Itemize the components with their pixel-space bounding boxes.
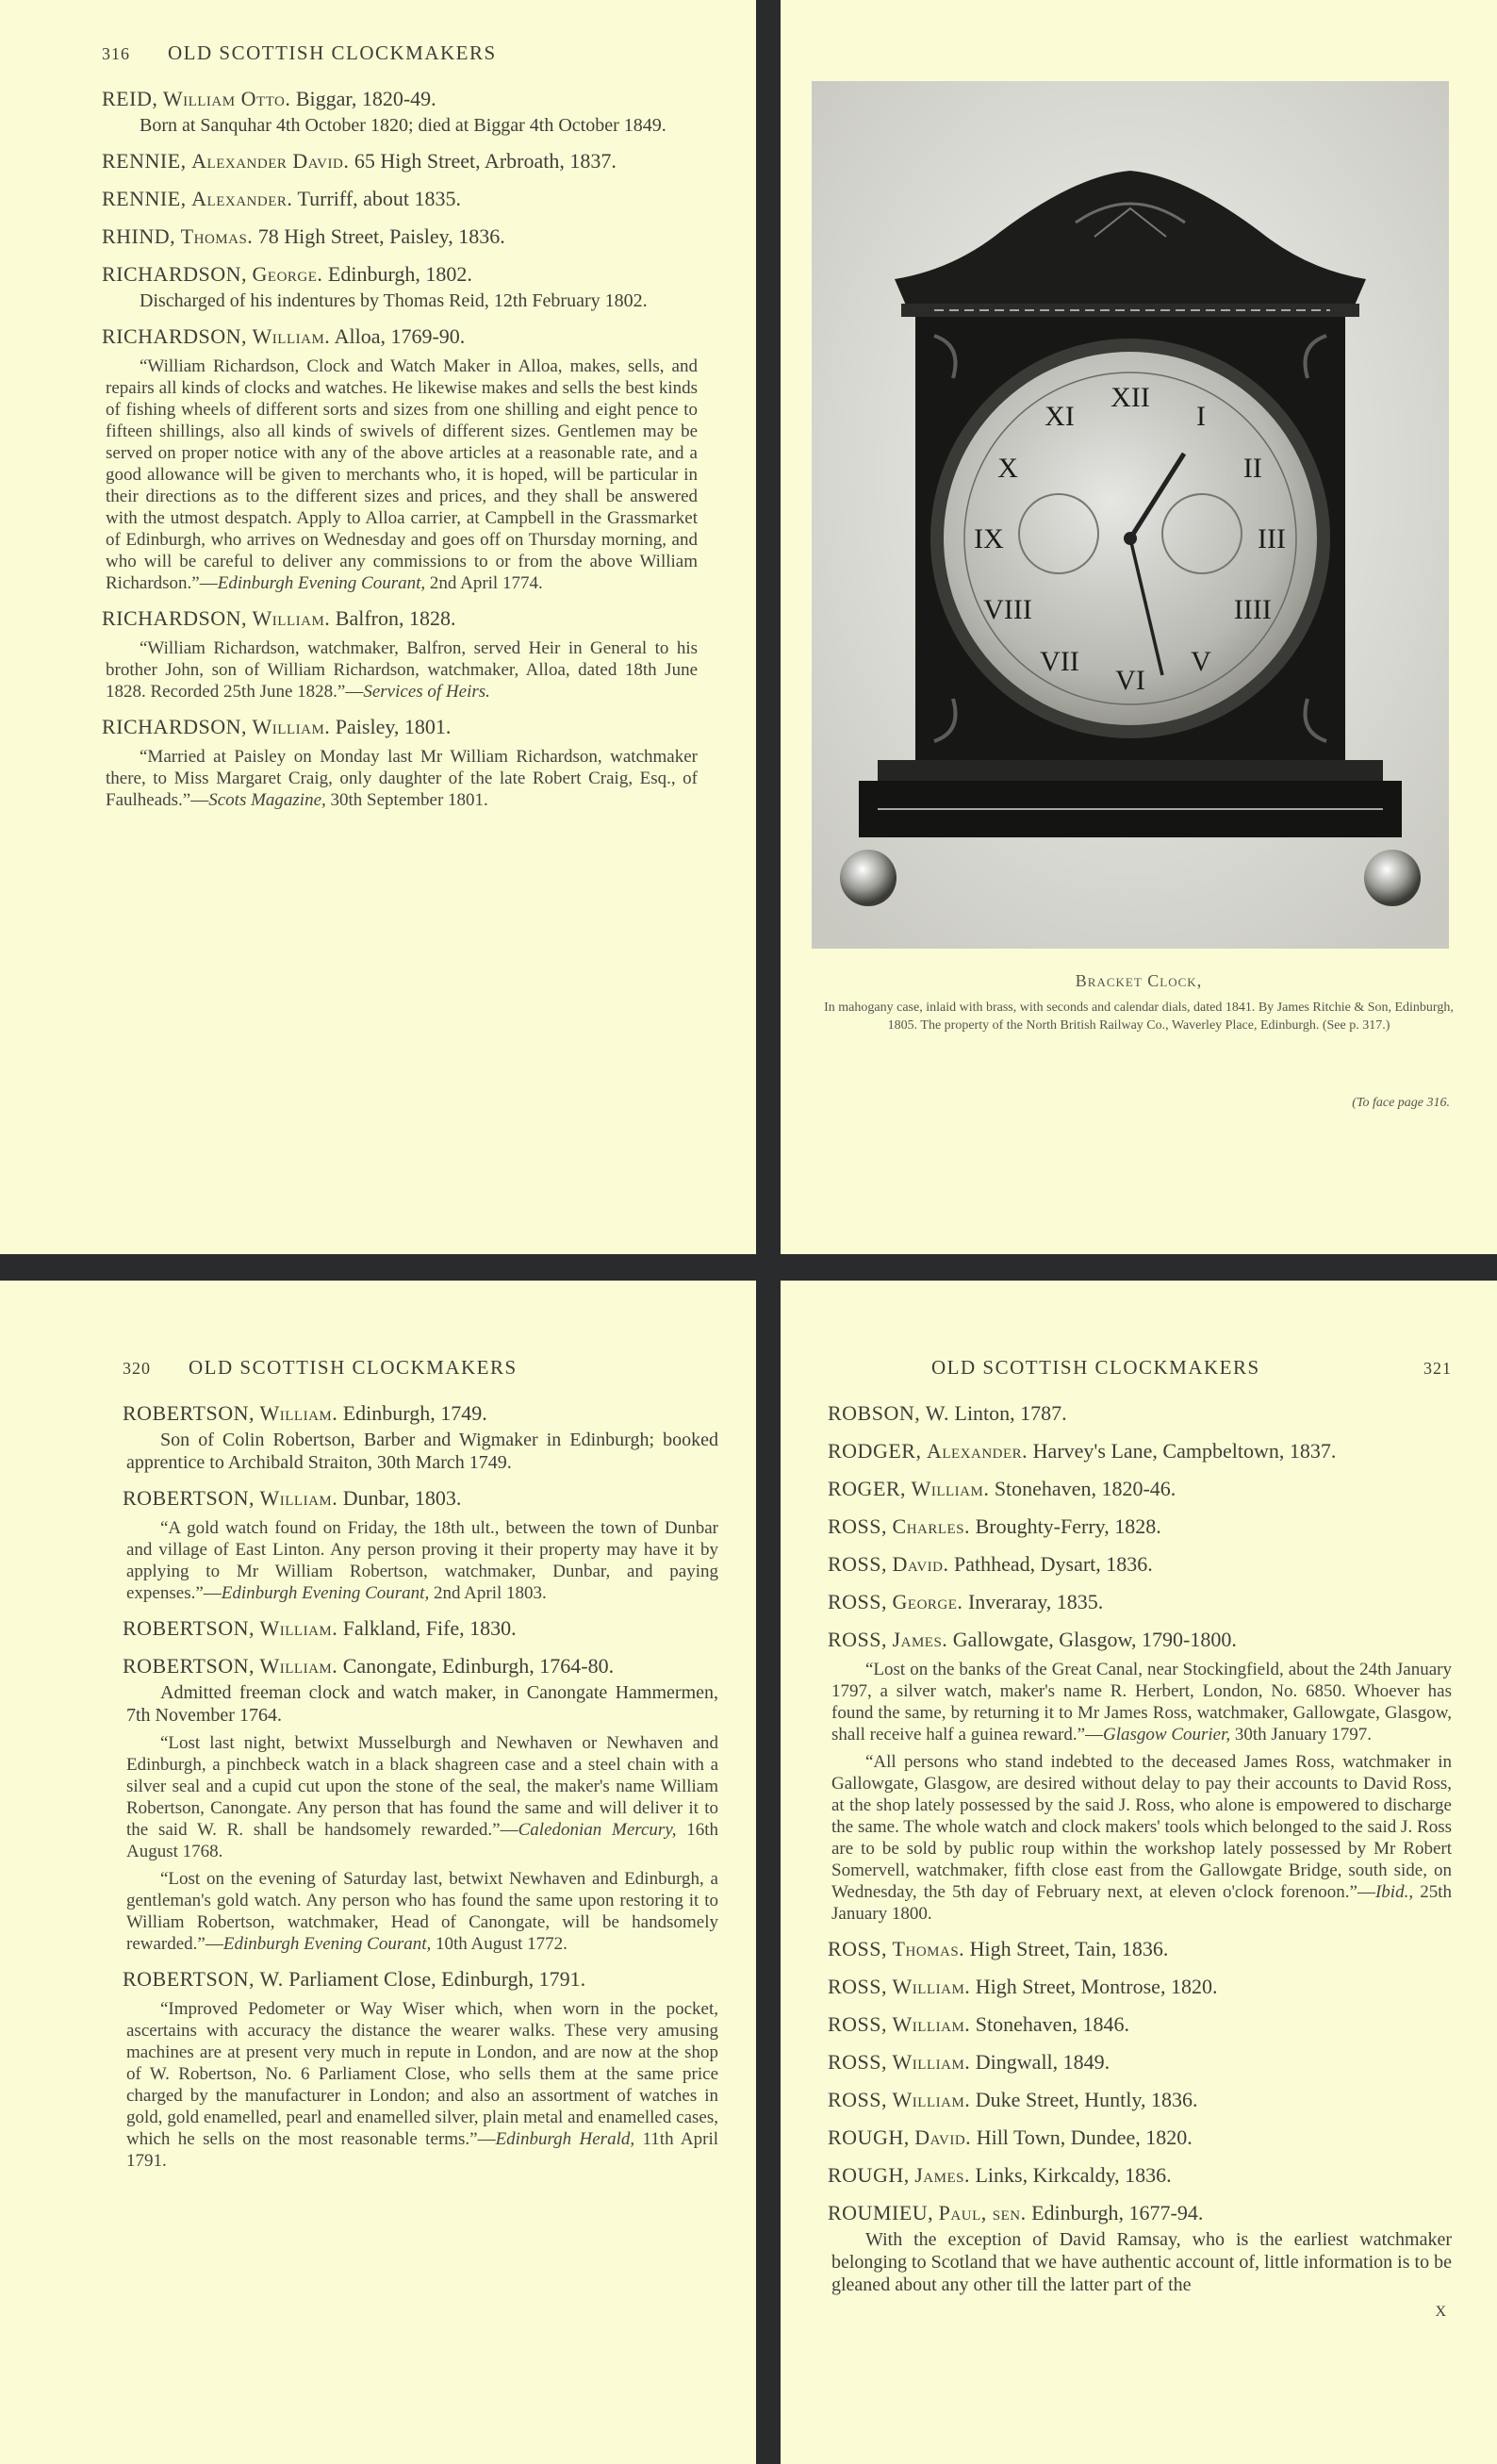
page-number: 320 — [123, 1359, 151, 1378]
entry — [123, 1966, 718, 2172]
quotation-source: Edinburgh Evening Courant, — [222, 1934, 432, 1954]
quotation-date: 2nd April 1803. — [433, 1583, 547, 1603]
entry-heading — [828, 2087, 1452, 2113]
entry-heading — [123, 1400, 718, 1427]
entry-quotation — [106, 637, 698, 703]
entry-quotation — [106, 356, 698, 594]
entry-surname: ROSS, — [828, 1937, 888, 1960]
quotation-source: Ibid., — [1374, 1882, 1414, 1902]
entry-note: Born at Sanquhar 4th October 1820; died at Biggar 4th October 1849. — [140, 115, 666, 136]
running-head — [102, 41, 698, 65]
entry-heading — [828, 1400, 1452, 1427]
entry-details: Edinburgh, 1749. — [342, 1401, 487, 1425]
entry — [123, 1485, 718, 1604]
entry — [828, 2087, 1452, 2113]
entry-heading — [102, 323, 698, 350]
entry-heading — [828, 2200, 1452, 2226]
quotation-text: “Married at Paisley on Monday last Mr William Richardson, watchmaker there, to Miss Margaret Craig, only daughter of the late Robert Craig, Esq., of Faulheads.”— — [106, 747, 698, 810]
entry-given-name: William. — [892, 2088, 971, 2111]
ball-foot-right — [1364, 850, 1421, 906]
entry — [828, 1936, 1452, 1962]
page-number: 316 — [102, 44, 130, 63]
facing-page-note: (To face page 316. — [1352, 1096, 1450, 1110]
entry-given-name: William. — [252, 715, 331, 738]
entry-list — [102, 86, 698, 811]
dial-numeral: IX — [974, 523, 1004, 554]
entry-given-name: W. — [925, 1401, 949, 1425]
dial-numeral: XII — [1110, 382, 1150, 413]
entry-given-name: William. — [252, 606, 331, 630]
entry-details: Biggar, 1820-49. — [295, 87, 436, 110]
entry-surname: ROBERTSON, — [123, 1486, 255, 1510]
entry-surname: ROSS, — [828, 1552, 888, 1576]
entry — [828, 2162, 1452, 2189]
entry-surname: ROBERTSON, — [123, 1616, 255, 1640]
running-title: OLD SCOTTISH CLOCKMAKERS — [168, 41, 497, 64]
entry-details: Dunbar, 1803. — [342, 1486, 462, 1510]
bracket-clock-illustration — [812, 81, 1449, 949]
quotation-source: Glasgow Courier, — [1103, 1725, 1231, 1745]
entry-quotation — [126, 1998, 718, 2172]
entry-note: Admitted freeman clock and watch maker, in Canongate Hammermen, 7th November 1764. — [126, 1682, 718, 1726]
ball-foot-left — [840, 850, 897, 906]
entry-given-name: George. — [892, 1590, 963, 1613]
entry-details: Inveraray, 1835. — [967, 1590, 1104, 1613]
entry-heading — [828, 1627, 1452, 1653]
entry-given-name: William. — [259, 1401, 338, 1425]
entry-details: Canongate, Edinburgh, 1764-80. — [342, 1654, 615, 1678]
entry-surname: ROBERTSON, — [123, 1967, 255, 1991]
entry-given-name: William. — [892, 2050, 971, 2074]
entry — [123, 1653, 718, 1955]
entry — [828, 1400, 1452, 1427]
entry — [102, 605, 698, 703]
quotation-source: Edinburgh Herald, — [495, 2129, 635, 2149]
entry-details: Linton, 1787. — [954, 1401, 1067, 1425]
entry-given-name: Thomas. — [180, 224, 254, 248]
quotation-text: “Lost last night, betwixt Musselburgh and Newhaven or Newhaven and Edinburgh, a pinchbeck watch in a black shagreen case and a steel chain with a silver seal and a cupid cut upon the stone of the seal, the maker's name William Robertson, Canongate. Any person that has found the same and will deliver it to the said W. R. shall be handsomely rewarded.”— — [126, 1733, 718, 1840]
dial-numeral: I — [1196, 401, 1206, 433]
entry-given-name: William. — [892, 2012, 971, 2036]
entry-surname: REID, — [102, 87, 158, 110]
entry-given-name: Charles. — [892, 1514, 971, 1538]
entry-heading — [828, 1936, 1452, 1962]
entry-list — [123, 1400, 718, 2172]
entry-surname: RICHARDSON, — [102, 262, 248, 286]
quotation-date: 11th April 1791. — [126, 2129, 719, 2171]
entry — [102, 148, 698, 174]
entry-given-name: William. — [259, 1654, 338, 1678]
entry-heading — [828, 2011, 1452, 2038]
entry-heading — [828, 1476, 1452, 1502]
entry-quotation — [106, 746, 698, 811]
entry-details: 65 High Street, Arbroath, 1837. — [354, 149, 617, 173]
entry-heading — [828, 1589, 1452, 1615]
entry-surname: RENNIE, — [102, 187, 187, 210]
entry-heading — [828, 2049, 1452, 2075]
entry-details: 78 High Street, Paisley, 1836. — [257, 224, 505, 248]
entry-heading — [102, 186, 698, 212]
dial-numeral: X — [997, 453, 1018, 484]
entry-given-name: William. — [892, 1975, 971, 1998]
entry-details: High Street, Tain, 1836. — [969, 1937, 1169, 1960]
entry-surname: ROSS, — [828, 1975, 888, 1998]
entry — [828, 1627, 1452, 1925]
entry-heading — [102, 223, 698, 250]
quotation-source: Scots Magazine, — [208, 790, 326, 810]
entry — [828, 1551, 1452, 1578]
page-320 — [0, 1281, 756, 2464]
entry-given-name: William. — [259, 1616, 338, 1640]
entry-given-name: Paul, sen. — [938, 2201, 1027, 2224]
dial-numeral: VIII — [983, 594, 1032, 625]
entry — [102, 86, 698, 137]
entry-details: Dingwall, 1849. — [975, 2050, 1110, 2074]
quotation-text: “Lost on the banks of the Great Canal, near Stockingfield, about the 24th January 1797, a silver watch, maker's name R. Herbert, London, No. 6850. Whoever has found the same, by returning it to Mr James Ross, watchmaker, Gallowgate, Glasgow, shall receive half a guinea reward.”— — [831, 1660, 1452, 1745]
entry-details: Parliament Close, Edinburgh, 1791. — [288, 1967, 586, 1991]
caption-title: Bracket Clock, — [1075, 971, 1203, 990]
running-title: OLD SCOTTISH CLOCKMAKERS — [931, 1356, 1260, 1379]
entry-quotation — [126, 1732, 718, 1862]
entry — [828, 1438, 1452, 1464]
entry-surname: ROUGH, — [828, 2125, 910, 2149]
dial-numeral: V — [1191, 645, 1211, 677]
quotation-date: 25th January 1800. — [831, 1882, 1452, 1924]
entry-details: Harvey's Lane, Campbeltown, 1837. — [1032, 1439, 1337, 1463]
entry — [828, 1476, 1452, 1502]
entry-note: Discharged of his indentures by Thomas Reid, 12th February 1802. — [140, 290, 648, 311]
entry-note: Son of Colin Robertson, Barber and Wigmaker in Edinburgh; booked apprentice to Archibald Straiton, 30th March 1749. — [126, 1430, 718, 1473]
signature-mark: X — [1435, 2304, 1446, 2320]
dial-numeral: III — [1258, 523, 1286, 554]
dial-numeral: VII — [1040, 645, 1079, 677]
entry-heading — [828, 2162, 1452, 2189]
entry-surname: ROSS, — [828, 2088, 888, 2111]
entry-surname: ROBERTSON, — [123, 1654, 255, 1678]
quotation-date: 30th September 1801. — [330, 790, 488, 810]
entry-given-name: William. — [252, 324, 331, 348]
entry-surname: RICHARDSON, — [102, 606, 248, 630]
entry-given-name: James. — [914, 2163, 970, 2187]
entry-details: Stonehaven, 1820-46. — [994, 1477, 1176, 1500]
entry-given-name: William. — [259, 1486, 338, 1510]
entry-heading — [828, 1551, 1452, 1578]
entry — [102, 186, 698, 212]
entry — [102, 323, 698, 594]
running-head — [828, 1356, 1452, 1380]
entry-surname: RICHARDSON, — [102, 715, 248, 738]
page-316 — [0, 0, 756, 1254]
entry-details: Paisley, 1801. — [335, 715, 452, 738]
entry-surname: ROBSON, — [828, 1401, 921, 1425]
entry-heading — [123, 1653, 718, 1679]
entry-heading — [123, 1615, 718, 1642]
entry-given-name: Thomas. — [892, 1937, 965, 1960]
entry-surname: ROBERTSON, — [123, 1401, 255, 1425]
entry — [102, 261, 698, 312]
entry-heading — [102, 86, 698, 112]
entry-surname: ROSS, — [828, 2012, 888, 2036]
quotation-source: Edinburgh Evening Courant, — [217, 573, 426, 593]
entry-details: High Street, Montrose, 1820. — [975, 1975, 1218, 1998]
quotation-date: 16th August 1768. — [126, 1820, 719, 1861]
quotation-source: Services of Heirs. — [363, 682, 490, 702]
entry-quotation — [126, 1517, 718, 1604]
entry-surname: RODGER, — [828, 1439, 922, 1463]
entry-heading — [102, 261, 698, 288]
quotation-source: Edinburgh Evening Courant, — [221, 1583, 430, 1603]
entry-details: Duke Street, Huntly, 1836. — [975, 2088, 1198, 2111]
entry — [828, 1513, 1452, 1540]
entry-surname: ROGER, — [828, 1477, 907, 1500]
entry-given-name: Alexander. — [926, 1439, 1028, 1463]
entry-heading — [102, 714, 698, 740]
dial-numeral: II — [1242, 453, 1262, 484]
entry-given-name: David. — [892, 1552, 949, 1576]
quotation-text: “All persons who stand indebted to the deceased James Ross, watchmaker in Gallowgate, Glasgow, are desired without delay to pay their accounts to David Ross, at the shop lately possessed by the said J. Ross, who alone is empowered to discharge the same. The whole watch and clock makers' tools which belonged to the said J. Ross are to be sold by public roup within the workshop lately possessed by Mr Robert Somervell, watchmaker, fifth close east from the Gallowgate Bridge, south side, on Wednesday, the 5th day of February next, at eleven o'clock forenoon.”— — [831, 1752, 1452, 1902]
quotation-date: 30th January 1797. — [1234, 1725, 1373, 1745]
entry-given-name: David. — [914, 2125, 972, 2149]
entry-given-name: George. — [252, 262, 323, 286]
entry-heading — [102, 605, 698, 632]
case-plinth — [878, 760, 1383, 781]
entry — [828, 2200, 1452, 2296]
dial-numeral: XI — [1045, 401, 1075, 433]
entry-details: Broughty-Ferry, 1828. — [975, 1514, 1161, 1538]
entry — [123, 1615, 718, 1642]
entry-given-name: W. — [259, 1967, 284, 1991]
quotation-text: “Lost on the evening of Saturday last, betwixt Newhaven and Edinburgh, a gentleman's gold watch. Any person who has found the same upon restoring it to William Robertson, watchmaker, Head of Canongate, will be handsomely rewarded.”— — [126, 1869, 718, 1954]
entry-details: Turriff, about 1835. — [297, 187, 462, 210]
entry — [102, 714, 698, 811]
entry-details: Links, Kirkcaldy, 1836. — [975, 2163, 1172, 2187]
quotation-text: “William Richardson, Clock and Watch Maker in Alloa, makes, sells, and repairs all kinds of clocks and watches. He likewise makes and sells the best kinds of fishing wheels of different sorts and sizes from one shilling and eight pence to fifteen shillings, also all kinds of swivels of different sizes. Gentlemen may be served on proper notice with any of the above articles at a reasonable rate, and a good allowance will be given to merchants who, it is hoped, will be particular in their directions as to the different sizes and prices, and they shall be answered with the utmost despatch. Apply to Alloa carrier, at Campbell in the Grassmarket of Edinburgh, who arrives on Wednesday and goes off on Thursday morning, and who will be careful to deliver any commissions to or from the above William Richardson.”— — [106, 356, 698, 593]
entry-heading — [123, 1966, 718, 1993]
dial-numeral: VI — [1115, 665, 1145, 696]
entry-given-name: Alexander David. — [191, 149, 350, 173]
page-321 — [781, 1281, 1497, 2464]
entry-heading — [102, 148, 698, 174]
entry-details: Balfron, 1828. — [335, 606, 456, 630]
hand-boss — [1124, 532, 1137, 545]
running-head — [123, 1356, 718, 1380]
entry — [828, 1589, 1452, 1615]
entry-given-name: William Otto. — [162, 87, 291, 110]
bracket-clock-photo — [812, 81, 1449, 949]
entry-surname: ROSS, — [828, 1514, 888, 1538]
entry-heading — [828, 1438, 1452, 1464]
entry-details: Edinburgh, 1677-94. — [1031, 2201, 1204, 2224]
entry-surname: ROSS, — [828, 1590, 888, 1613]
entry-note: With the exception of David Ramsay, who is the earliest watchmaker belonging to Scotland that we have authentic account of, little information is to be gleaned about any other till the latter part of the — [831, 2229, 1452, 2295]
entry-details: Falkland, Fife, 1830. — [342, 1616, 517, 1640]
entry-given-name: Alexander. — [191, 187, 293, 210]
entry — [102, 223, 698, 250]
quotation-text: “Improved Pedometer or Way Wiser which, when worn in the pocket, ascertains with accuracy the distance the wearer walks. These very amusing machines are at present very much in repute in London, and are now at the shop of W. Robertson, No. 6 Parliament Close, who sells them at the same price charged by the manufacturer in London; and also an assortment of watches in gold, gold enamelled, pearl and enamelled silver, plain metal and enamelled cases, which he sells on the most reasonable terms.”— — [126, 1999, 718, 2149]
entry-details: Hill Town, Dundee, 1820. — [976, 2125, 1193, 2149]
quotation-text: “A gold watch found on Friday, the 18th ult., between the town of Dunbar and village of East Linton. Any person proving it their property may have it by applying to Mr William Robertson, watchmaker, Dunbar, and paying expenses.”— — [126, 1518, 718, 1603]
quotation-date: 10th August 1772. — [436, 1934, 568, 1954]
entry-heading — [828, 2125, 1452, 2151]
entry-heading — [828, 1974, 1452, 2000]
entry-details: Stonehaven, 1846. — [975, 2012, 1129, 2036]
entry — [123, 1400, 718, 1474]
plate-page — [781, 0, 1497, 1254]
quotation-source: Caledonian Mercury, — [518, 1820, 677, 1840]
caption-description: In mahogany case, inlaid with brass, with seconds and calendar dials, dated 1841. By James Ritchie & Son, Edinburgh, 1805. The property of the North British Railway Co., Waverley Place, Edinburgh. (See p. 317.) — [824, 1000, 1454, 1033]
entry-quotation — [831, 1659, 1452, 1745]
entry — [828, 2011, 1452, 2038]
entry-surname: ROUGH, — [828, 2163, 910, 2187]
quotation-text: “William Richardson, watchmaker, Balfron, served Heir in General to his brother John, son of William Richardson, watchmaker, Alloa, dated 18th June 1828. Recorded 25th June 1828.”— — [106, 638, 698, 702]
entry-details: Edinburgh, 1802. — [327, 262, 472, 286]
entry-surname: RENNIE, — [102, 149, 187, 173]
entry — [828, 2125, 1452, 2151]
entry-list — [828, 1400, 1452, 2296]
quotation-date: 2nd April 1774. — [429, 573, 543, 593]
entry-surname: ROSS, — [828, 1628, 888, 1651]
entry-surname: ROSS, — [828, 2050, 888, 2074]
entry-given-name: James. — [892, 1628, 948, 1651]
entry-details: Pathhead, Dysart, 1836. — [954, 1552, 1153, 1576]
entry — [828, 2049, 1452, 2075]
entry-details: Alloa, 1769-90. — [334, 324, 466, 348]
dial-numeral: IIII — [1233, 594, 1272, 625]
entry-surname: RHIND, — [102, 224, 176, 248]
entry-surname: ROUMIEU, — [828, 2201, 934, 2224]
entry-quotation — [831, 1751, 1452, 1925]
entry-heading — [828, 1513, 1452, 1540]
entry-quotation — [126, 1868, 718, 1955]
entry-heading — [123, 1485, 718, 1512]
running-title: OLD SCOTTISH CLOCKMAKERS — [189, 1356, 518, 1379]
page-number: 321 — [1423, 1359, 1452, 1378]
entry — [828, 1974, 1452, 2000]
entry-details: Gallowgate, Glasgow, 1790-1800. — [952, 1628, 1237, 1651]
entry-surname: RICHARDSON, — [102, 324, 248, 348]
plate-caption — [818, 971, 1459, 1034]
entry-given-name: William. — [911, 1477, 990, 1500]
